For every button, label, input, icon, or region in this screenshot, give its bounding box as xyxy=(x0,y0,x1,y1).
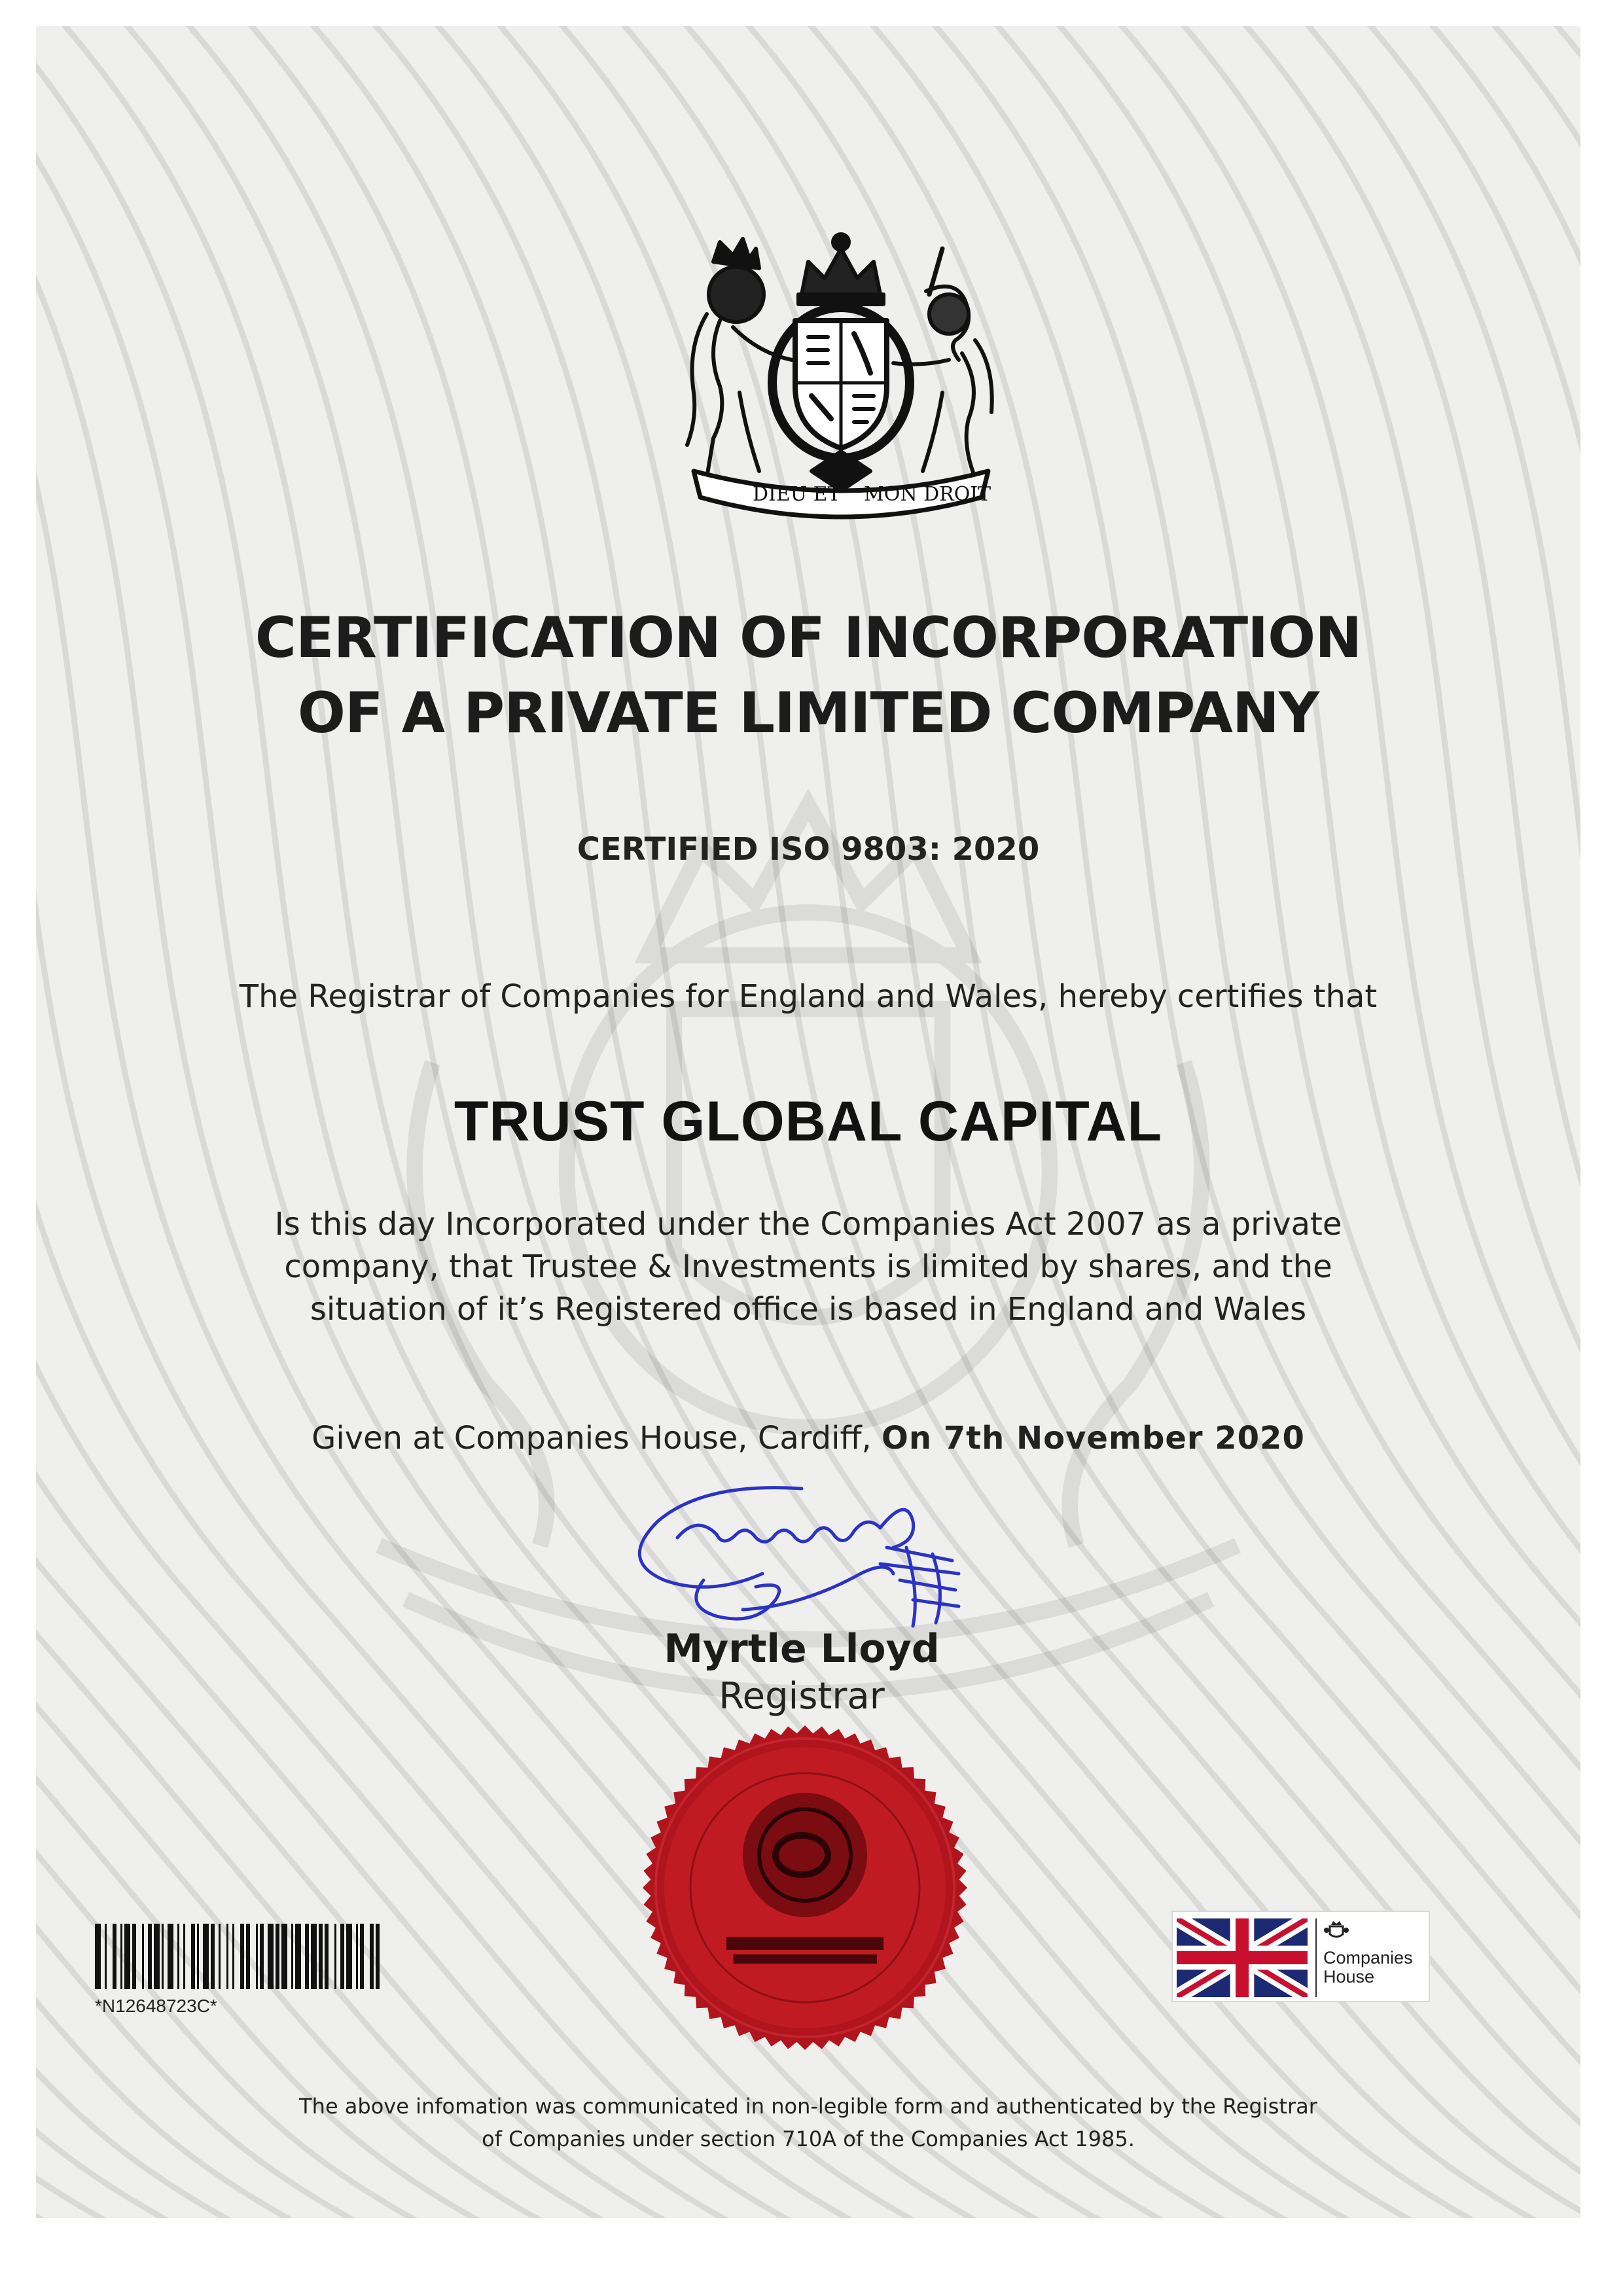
iso-certification: CERTIFIED ISO 9803: 2020 xyxy=(577,831,1040,868)
barcode-bar xyxy=(120,1924,122,1989)
barcode-bar xyxy=(360,1924,364,1989)
barcode-bar xyxy=(319,1924,323,1989)
registrar-role: Registrar xyxy=(719,1675,885,1718)
company-name: TRUST GLOBAL CAPITAL xyxy=(454,1090,1163,1153)
barcode-bar xyxy=(276,1924,279,1989)
given-prefix: Given at Companies House, Cardiff, xyxy=(312,1420,872,1457)
companies-house-line-1: Companies xyxy=(1323,1948,1413,1968)
barcode-bar xyxy=(142,1924,144,1989)
barcode-bar xyxy=(191,1924,195,1989)
body-text-line-3: situation of it’s Registered office is based in England and Wales xyxy=(310,1291,1307,1328)
barcode-bar xyxy=(177,1924,179,1989)
certificate-paper xyxy=(36,26,1580,2218)
barcode-number: *N12648723C* xyxy=(95,1996,217,2016)
barcode-bar xyxy=(260,1924,264,1989)
barcode-bar xyxy=(183,1924,185,1989)
barcode-bar xyxy=(113,1924,116,1989)
barcode-bar xyxy=(334,1924,336,1989)
given-at-statement xyxy=(36,1420,1580,1457)
barcode-bar xyxy=(211,1924,215,1989)
barcode-bar xyxy=(95,1924,101,1989)
barcode-bar xyxy=(291,1924,293,1989)
barcode-bar xyxy=(325,1924,329,1989)
companies-house-text xyxy=(1323,1949,1413,1987)
barcode xyxy=(95,1924,566,1989)
barcode-bar xyxy=(197,1924,199,1989)
barcode-bar xyxy=(203,1924,209,1989)
body-text-line-2: company, that Trustee & Investments is limited by shares, and the xyxy=(284,1248,1332,1285)
barcode-bar xyxy=(162,1924,164,1989)
barcode-bar xyxy=(154,1924,160,1989)
barcode-bar xyxy=(268,1924,274,1989)
union-jack-flag-icon xyxy=(1177,1918,1308,1997)
given-date: On 7th November 2020 xyxy=(882,1420,1305,1457)
red-wax-seal-icon xyxy=(641,1724,969,2051)
barcode-bar xyxy=(305,1924,309,1989)
footer-line-1: The above infomation was communicated in non-legible form and authenticated by the Registrar xyxy=(299,2094,1317,2119)
barcode-bar xyxy=(295,1924,301,1989)
barcode-bar xyxy=(340,1924,344,1989)
barcode-bar xyxy=(256,1924,258,1989)
companies-house-logo xyxy=(1171,1911,1430,2002)
barcode-bar xyxy=(219,1924,221,1989)
barcode-bar xyxy=(132,1924,136,1989)
barcode-bar xyxy=(281,1924,287,1989)
crest-motto-left: DIEU ET xyxy=(753,483,841,506)
body-text-line-1: Is this day Incorporated under the Companies Act 2007 as a private xyxy=(274,1206,1342,1243)
barcode-bar xyxy=(311,1924,317,1989)
certificate-title-line-2: OF A PRIVATE LIMITED COMPANY xyxy=(297,680,1319,746)
barcode-bar xyxy=(148,1924,152,1989)
barcode-bar xyxy=(124,1924,130,1989)
barcode-bar xyxy=(376,1924,380,1989)
royal-coat-of-arms-icon xyxy=(668,222,1014,537)
certificate-title-line-1: CERTIFICATION OF INCORPORATION xyxy=(255,605,1362,671)
small-crest-icon xyxy=(1323,1920,1349,1942)
barcode-bar xyxy=(240,1924,244,1989)
barcode-bar xyxy=(226,1924,228,1989)
barcode-bar xyxy=(356,1924,358,1989)
companies-house-line-2: House xyxy=(1323,1967,1375,1987)
crest-motto-right: MON DROIT xyxy=(864,483,991,506)
footer-line-2: of Companies under section 710A of the Companies Act 1985. xyxy=(482,2127,1135,2151)
barcode-bar xyxy=(246,1924,250,1989)
barcode-bar xyxy=(232,1924,234,1989)
barcode-bar xyxy=(370,1924,374,1989)
registrar-certifies-text: The Registrar of Companies for England and Wales, hereby certifies that xyxy=(239,978,1378,1015)
registrar-name: Myrtle Lloyd xyxy=(664,1626,940,1672)
barcode-bar xyxy=(105,1924,107,1989)
barcode-bar xyxy=(346,1924,352,1989)
logo-divider xyxy=(1315,1918,1317,1997)
barcode-bar xyxy=(168,1924,173,1989)
